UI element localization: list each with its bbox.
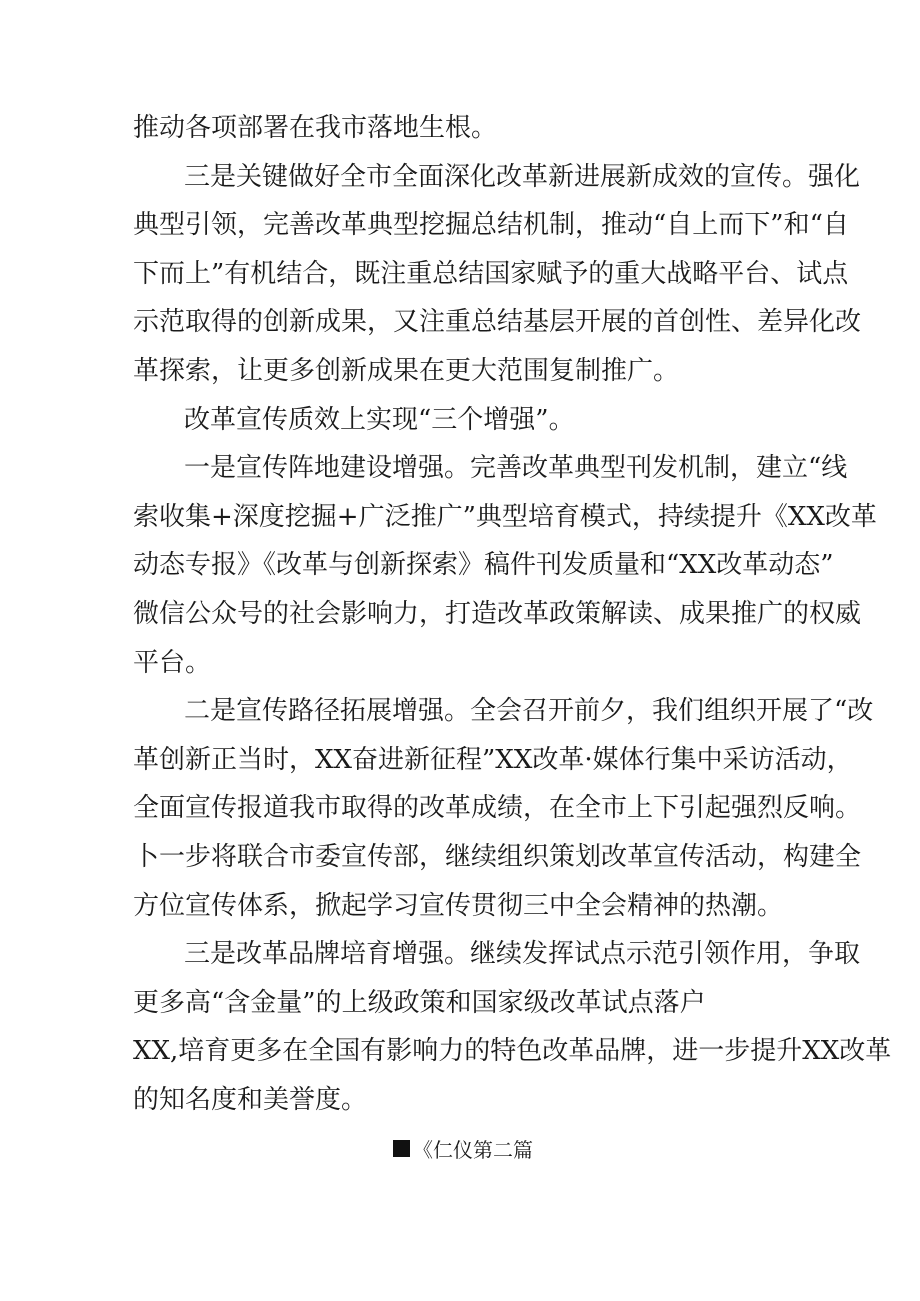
text-line: 全面宣传报道我市取得的改革成绩，在全市上下引起强烈反响。 bbox=[133, 793, 862, 824]
next-section-label: 《仁仪第二篇 bbox=[413, 1137, 533, 1162]
next-section-heading bbox=[393, 1128, 533, 1168]
paragraph bbox=[133, 396, 803, 445]
document-body bbox=[133, 104, 892, 1124]
text-line: 更多高“含金量”的上级政策和国家级改革试点落户 bbox=[133, 987, 706, 1018]
text-line: XX,培育更多在全国有影响力的特色改革品牌，进一步提升XX改革 bbox=[133, 1036, 892, 1067]
text-line: 卜一步将联合市委宣传部，继续组织策划改革宣传活动，构建全 bbox=[133, 841, 862, 872]
text-line: 平台。 bbox=[133, 647, 212, 678]
text-line: 动态专报》《改革与创新探索》稿件刊发质量和“XX改革动态” bbox=[133, 550, 834, 581]
text-line: 推动各项部署在我市落地生根。 bbox=[133, 113, 498, 143]
paragraph bbox=[133, 930, 892, 1124]
text-line: 下而上”有机结合，既注重总结国家赋予的重大战略平台、试点 bbox=[133, 258, 849, 289]
text-line: 一是宣传阵地建设增强。完善改革典型刊发机制，建立“线 bbox=[184, 453, 848, 484]
section-heading-line: 改革宣传质效上实现“三个增强”。 bbox=[184, 404, 575, 435]
text-line: 索收集+深度挖掘+广泛推广”典型培育模式，持续提升《XX改革 bbox=[133, 501, 877, 532]
text-line: 方位宣传体系，掀起学习宣传贯彻三中全会精神的热潮。 bbox=[133, 890, 784, 921]
black-square-icon bbox=[393, 1140, 410, 1157]
text-line: 二是宣传路径拓展增强。全会召开前夕，我们组织开展了“改 bbox=[184, 696, 874, 727]
paragraph bbox=[133, 104, 803, 153]
paragraph bbox=[133, 444, 877, 687]
text-line: 革创新正当时，XX奋进新征程”XX改革·媒体行集中采访活动， bbox=[133, 744, 853, 775]
paragraph bbox=[133, 153, 862, 396]
text-line: 革探索，让更多创新成果在更大范围复制推广。 bbox=[133, 355, 680, 386]
text-line: 的知名度和美誉度。 bbox=[133, 1084, 368, 1115]
text-line: 典型引领，完善改革典型挖掘总结机制，推动“自上而下”和“自 bbox=[133, 210, 849, 241]
paragraph bbox=[133, 687, 874, 930]
text-line: 三是改革品牌培育增强。继续发挥试点示范引领作用，争取 bbox=[184, 939, 861, 970]
text-line: 三是关键做好全市全面深化改革新进展新成效的宣传。强化 bbox=[184, 161, 861, 192]
text-line: 示范取得的创新成果，又注重总结基层开展的首创性、差异化改 bbox=[133, 307, 862, 338]
text-line: 微信公众号的社会影响力，打造改革政策解读、成果推广的权威 bbox=[133, 598, 862, 629]
